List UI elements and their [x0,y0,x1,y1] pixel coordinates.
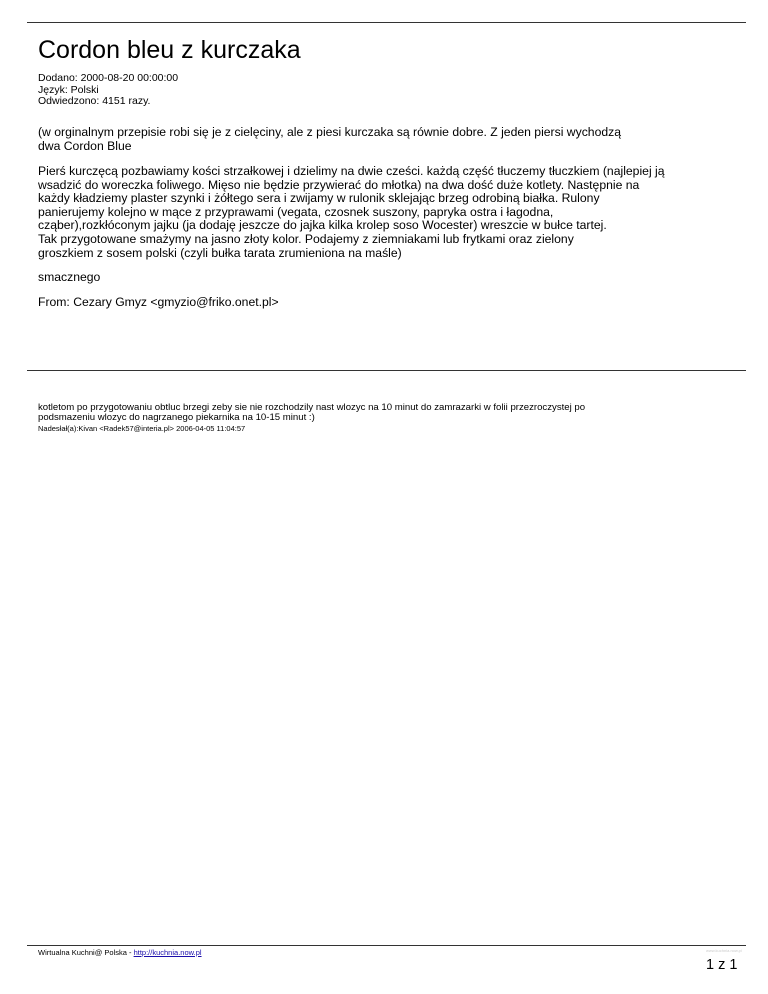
recipe-line: wsadzić do woreczka foliwego. Mięso nie będzie przywierać do młotka) na dwa dość duże kotlety. Następnie na [38,177,640,192]
from-author: From: Cezary Gmyz <gmyzio@friko.onet.pl> [38,295,279,309]
top-rule [27,22,746,23]
page-title: Cordon bleu z kurczaka [38,36,301,64]
closing-text: smacznego [38,270,101,284]
comment-block [38,403,585,433]
meta-visits: Odwiedzono: 4151 razy. [38,95,151,107]
footer-link[interactable]: http://kuchnia.now.pl [133,948,202,957]
footer-rule [27,945,746,946]
article-meta [38,73,178,108]
recipe-paragraph [38,165,743,260]
footer [38,948,202,957]
comment-signature: Nadesłał(a):Kivan <Radek57@interia.pl> 2006-04-05 11:04:57 [38,424,246,434]
footer-prefix: Wirtualna Kuchni@ Polska - [38,948,134,957]
recipe-line: panierujemy kolejno w mące z przyprawami (vegata, czosnek suszony, papryka ostra i łagodna, [38,204,554,219]
footer-site-tag: www.kuchnia.now.pl [706,948,742,953]
comment-line: kotletom po przygotowaniu obtluc brzegi zeby sie nie rozchodzily nast wlozyc na 10 minut do zamrazarki w folii przezroczystej po [38,402,586,413]
comment-rule [27,370,746,371]
recipe-line: Pierś kurczęcą pozbawiamy kości strzałkowej i dzielimy na dwie cześci. każdą część tłuczemy tłuczkiem (najlepiej ją [38,164,665,178]
recipe-line: groszkiem z sosem polski (czyli bułka tarata zrumieniona na maśle) [38,245,402,260]
intro-line: (w orginalnym przepisie robi się je z cielęciny, ale z piesi kurczaka są równie dobre. Z jeden piersi wychodzą [38,125,621,139]
comment-line: podsmazeniu wlozyc do nagrzanego piekarnika na 10-15 minut :) [38,412,315,424]
meta-added: Dodano: 2000-08-20 00:00:00 [38,72,179,84]
recipe-line: Tak przygotowane smażymy na jasno złoty kolor. Podajemy z ziemniakami lub frytkami oraz zielony [38,231,574,246]
intro-paragraph [38,126,743,153]
recipe-line: każdy kładziemy plaster szynki i żółtego sera i zwijamy w rulonik sklejając brzeg odrobiną białka. Rulony [38,191,600,206]
recipe-line: cząber),rozkłóconym jajku (ja dodaję jeszcze do jajka kilka krolep soso Wocester) wreszcie w bułce tartej. [38,218,607,233]
page-number: 1 z 1 [706,957,738,973]
intro-line: dwa Cordon Blue [38,138,132,153]
meta-language: Język: Polski [38,83,99,96]
